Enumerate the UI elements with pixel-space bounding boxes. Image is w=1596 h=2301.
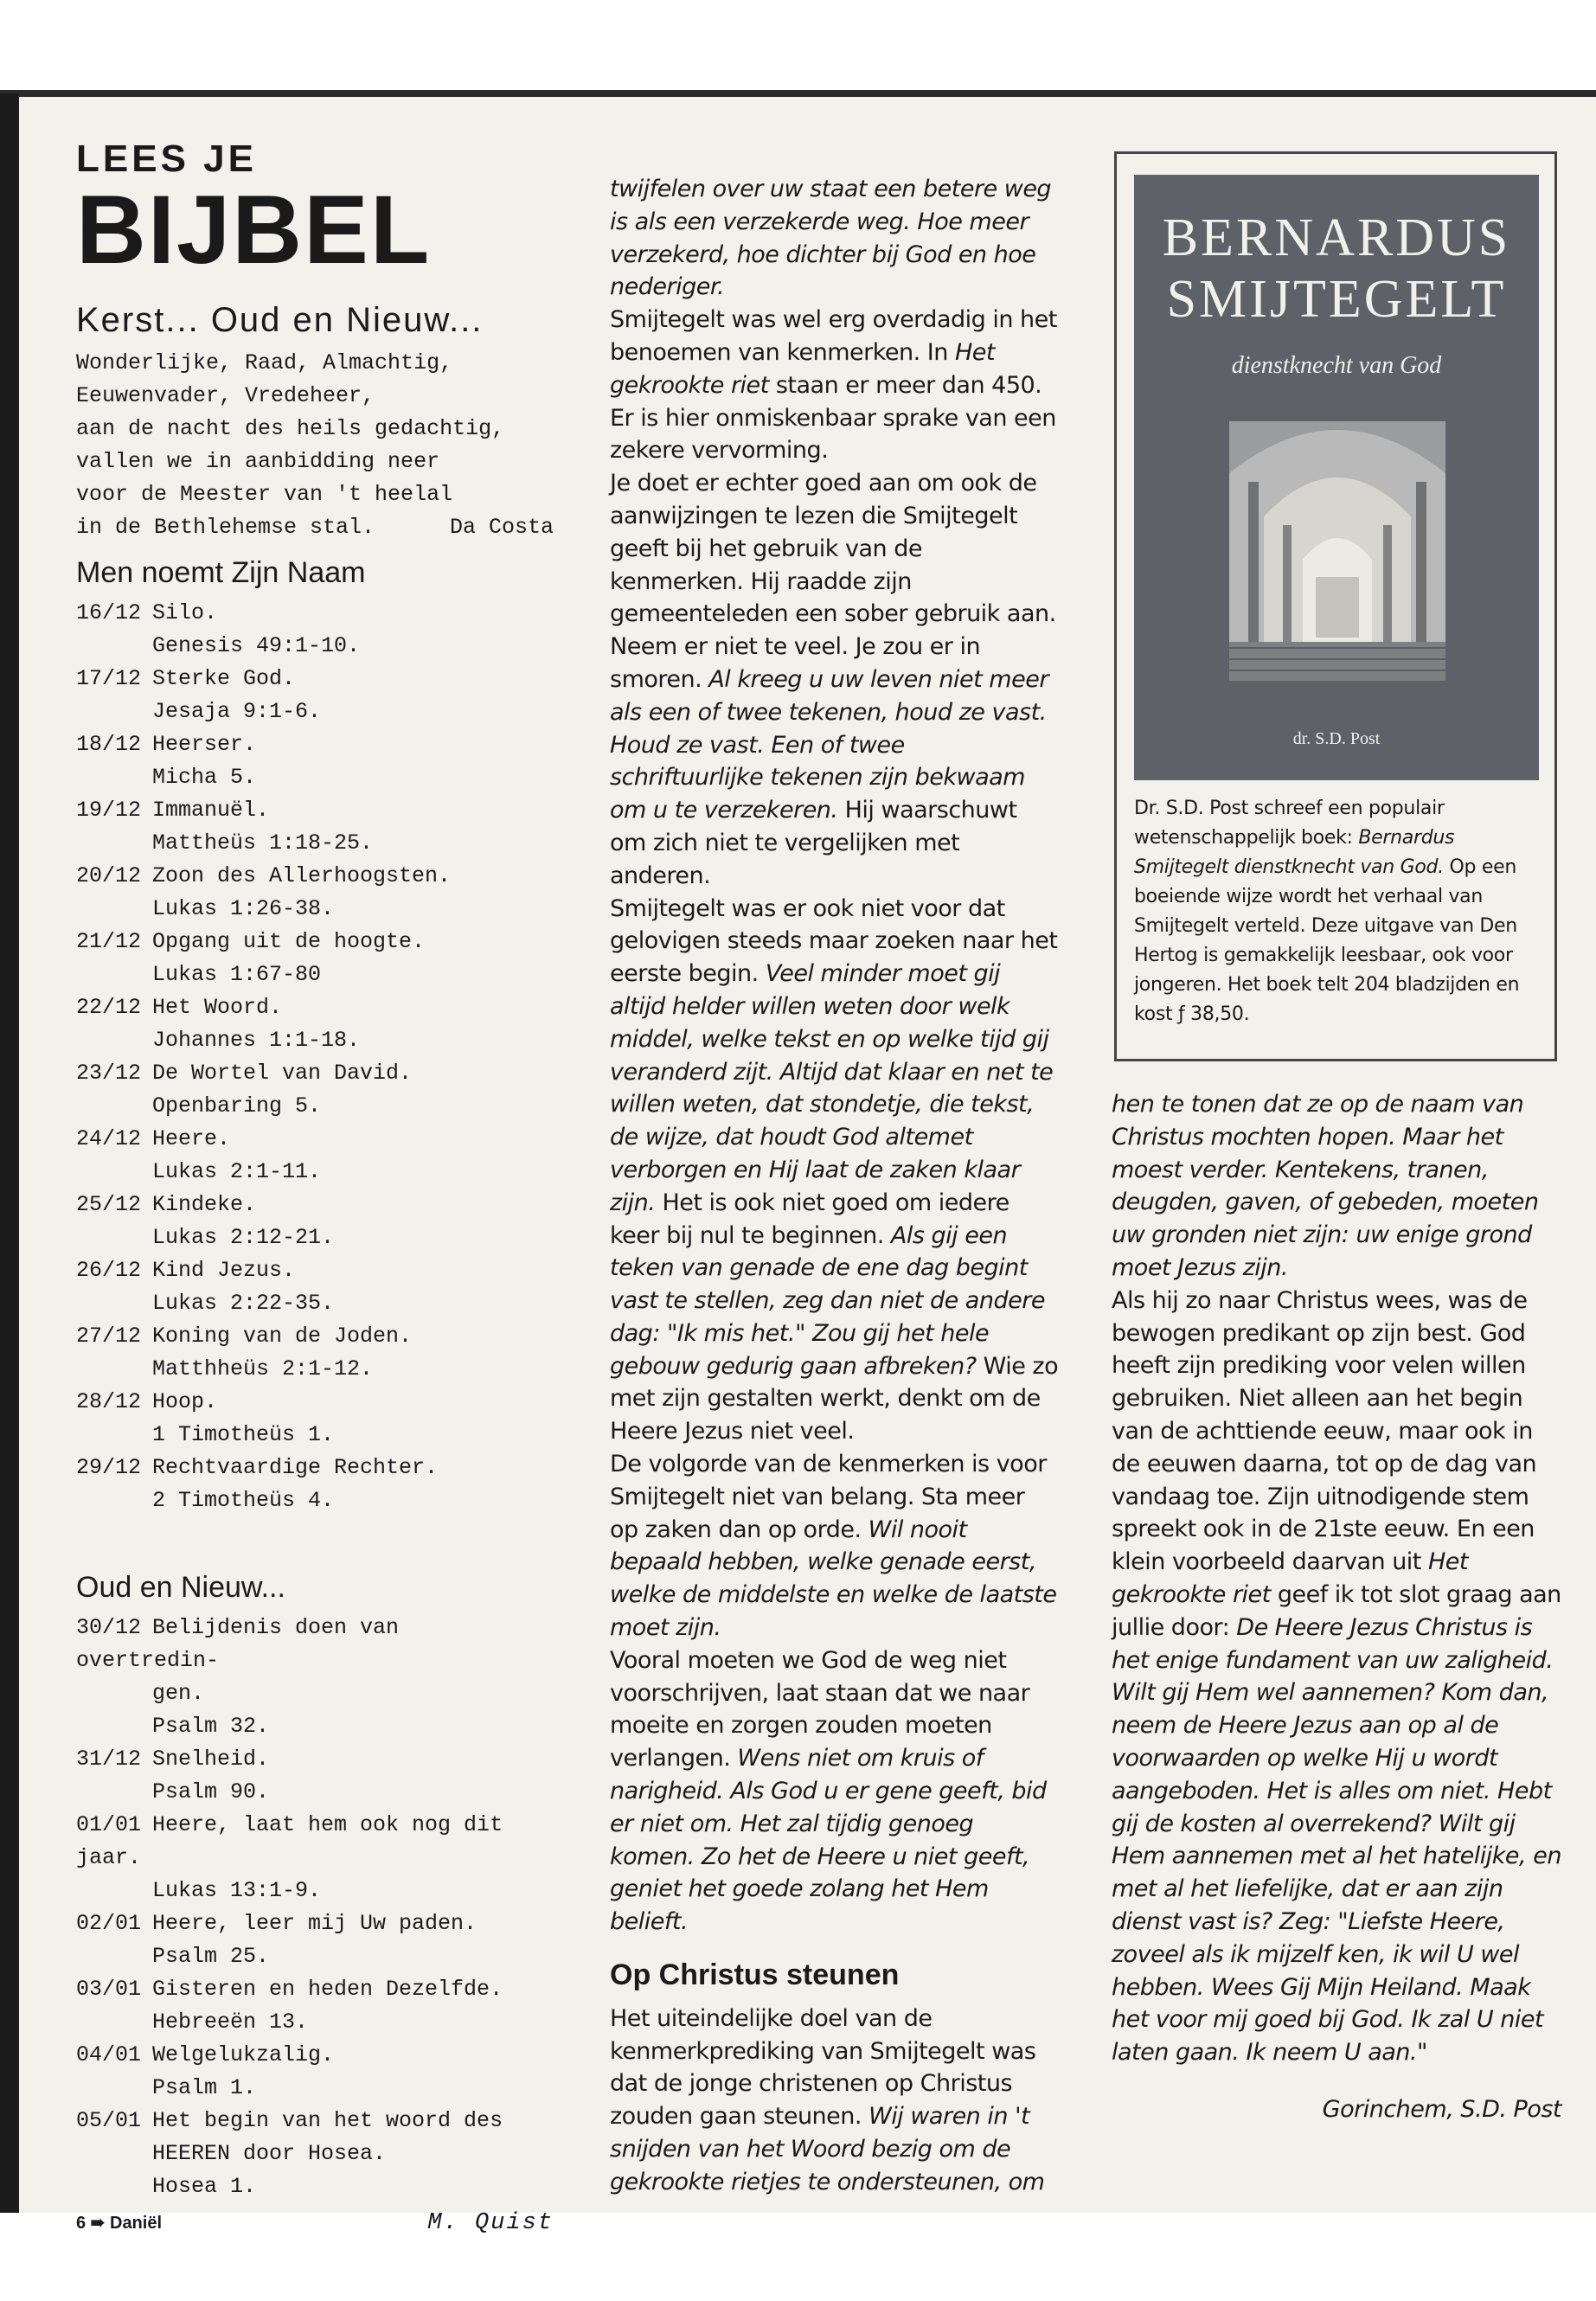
da-costa-poem xyxy=(76,347,554,544)
reading-title: Heerser. xyxy=(152,732,257,758)
text-run: Smijtegelt was er ook niet voor dat gelovigen steeds maar zoeken naar het eerste begin. xyxy=(610,894,1058,988)
poem-line: Eeuwenvader, Vredeheer, xyxy=(76,383,375,409)
article-column-2 xyxy=(610,173,1060,2199)
book-title-ref: Het gekrookte riet xyxy=(610,338,995,399)
italic-quote: Wil nooit bepaald hebben, welke genade eerst, welke de middelste en welke de laatste moet zijn. xyxy=(610,1516,1057,1642)
reading-ref: Psalm 1. xyxy=(152,2075,257,2101)
reading-item xyxy=(76,1743,554,1776)
reading-ref: Jesaja 9:1-6. xyxy=(152,699,322,725)
poem-line: voor de Meester van 't heelal xyxy=(76,482,453,508)
reading-title: Kindeke. xyxy=(152,1192,257,1218)
reading-date: 01/01 xyxy=(76,1812,142,1838)
church-interior-illustration xyxy=(1229,421,1445,681)
reading-title: Welgelukzalig. xyxy=(152,2042,335,2068)
reading-title: Het Woord. xyxy=(152,995,283,1021)
reading-ref: Lukas 1:67-80 xyxy=(152,962,322,988)
reading-item xyxy=(76,1123,554,1156)
reading-item xyxy=(76,663,554,695)
text-run: Hij waarschuwt om zich niet te vergelijken met anderen. xyxy=(610,797,1017,889)
bible-reading-column xyxy=(76,138,554,2236)
paragraph xyxy=(610,2003,1060,2199)
poem-line: aan de nacht des heils gedachtig, xyxy=(76,416,505,442)
reading-item xyxy=(76,1057,554,1090)
kerst-heading: Kerst... Oud en Nieuw... xyxy=(76,301,484,340)
reading-item xyxy=(76,1973,554,2006)
reading-title: Belijdenis doen van overtredin- xyxy=(76,1615,400,1674)
reading-item xyxy=(76,1809,554,1875)
book-box xyxy=(1114,151,1557,1061)
poem-line: in de Bethlehemse stal. xyxy=(76,515,375,541)
italic-quote: twijfelen over uw staat een betere weg is als een verzekerde weg. Hoe meer verzekerd, hoe dichter bij God en hoe nederiger. xyxy=(610,176,1052,301)
reading-ref: Johannes 1:1-18. xyxy=(152,1028,361,1054)
reading-ref: Lukas 2:22-35. xyxy=(152,1291,335,1317)
column-author: M. Quist xyxy=(427,2210,554,2237)
italic-quote: De Heere Jezus Christus is het enige fundament van uw zaligheid. Wilt gij Hem wel aannemen? Kom dan, neem de Heere Jezus aan op al de voorwaarden op welke Hij u wordt aangeboden. Het is alles om niet. Hebt gij de kosten al overrekend? Wilt gij Hem aannemen met al het hatelijke, en met al het liefelijke, dat er aan zijn dienst vast is? Zeg: "Liefste Heere, zoveel als ik mijzelf ken, ik wil U wel hebben. Wees Gij Mijn Heiland. Maak het voor mij goed bij God. Ik zal U niet laten gaan. Ik neem U aan." xyxy=(1112,1613,1561,2067)
italic-quote: Al kreeg u uw leven niet meer als een of twee tekenen, houd ze vast. Houd ze vast. Een of twee schriftuurlijke tekenen zijn bekwaam om u te verzekeren. xyxy=(610,665,1048,824)
text-run: Op een boeiende wijze wordt het verhaal van Smijtegelt verteld. Deze uitgave van Den Hertog is gemakkelijk leesbaar, ook voor jongeren. Het boek telt 204 bladzijden en kost ƒ 38,50. xyxy=(1134,856,1520,1025)
reading-date: 19/12 xyxy=(76,798,142,824)
spacer xyxy=(76,1517,554,1559)
italic-quote: Wij waren in 't snijden van het Woord bezig om de gekrookte rietjes te ondersteunen, om xyxy=(610,2103,1045,2195)
reading-ref: Hosea 1. xyxy=(152,2174,257,2200)
reading-ref: Lukas 13:1-9. xyxy=(152,1878,322,1904)
reading-date: 18/12 xyxy=(76,732,142,758)
reading-title: Sterke God. xyxy=(152,666,296,692)
reading-ref: Matthheüs 2:1-12. xyxy=(152,1356,374,1382)
reading-title: Kind Jezus. xyxy=(152,1258,296,1284)
text-run: geef ik tot slot graag aan jullie door: xyxy=(1112,1580,1561,1641)
book-subtitle: dienstknecht van God xyxy=(1231,351,1442,379)
reading-date: 29/12 xyxy=(76,1455,142,1481)
page-footer xyxy=(76,2210,554,2236)
reading-date: 03/01 xyxy=(76,1977,142,2003)
text-run: Het is ook niet goed om iedere keer bij nul te beginnen. xyxy=(610,1189,1010,1249)
reading-date: 27/12 xyxy=(76,1324,142,1349)
reading-title: Opgang uit de hoogte. xyxy=(152,929,426,955)
reading-title: Het begin van het woord des xyxy=(152,2108,503,2134)
reading-title: Rechtvaardige Rechter. xyxy=(152,1455,439,1481)
text-run: Je doet er echter goed aan om ook de aanwijzingen te lezen die Smijtegelt geeft bij het gebruik van de kenmerken. Hij raadde zijn gemeenteleden een sober gebruik aan. Neem er niet te veel. Je zou er in smoren. xyxy=(610,470,1056,693)
reading-item xyxy=(76,1386,554,1419)
reading-title: Immanuël. xyxy=(152,798,270,824)
reading-item xyxy=(76,1254,554,1287)
poem-line: Wonderlijke, Raad, Almachtig, xyxy=(76,350,453,376)
reading-item xyxy=(76,926,554,958)
text-run: staan er meer dan 450. Er is hier onmiskenbaar sprake van een zekere vervorming. xyxy=(610,371,1056,465)
section-heading-men-noemt: Men noemt Zijn Naam xyxy=(76,556,366,590)
reading-ref: Psalm 32. xyxy=(152,1714,270,1740)
reading-title: Gisteren en heden Dezelfde. xyxy=(152,1977,503,2003)
reading-date: 16/12 xyxy=(76,600,142,626)
reading-date: 02/01 xyxy=(76,1911,142,1937)
reading-date: 24/12 xyxy=(76,1126,142,1152)
reading-title: Silo. xyxy=(152,600,218,626)
reading-item xyxy=(76,1612,554,1677)
text-run: Vooral moeten we God de weg niet voorschrijven, laat staan dat we naar moeite en zorgen zouden moeten verlangen. xyxy=(610,1646,1030,1772)
bijbel-title: BIJBEL xyxy=(76,176,432,285)
section-heading-oud-en-nieuw: Oud en Nieuw... xyxy=(76,1571,285,1605)
reading-title: Heere, laat hem ook nog dit jaar. xyxy=(76,1812,503,1871)
reading-title: Zoon des Allerhoogsten. xyxy=(152,863,452,889)
poem-last-row xyxy=(76,511,554,544)
paragraph xyxy=(610,1448,1060,1644)
reading-date: 28/12 xyxy=(76,1389,142,1415)
article-signoff: Gorinchem, S.D. Post xyxy=(1322,2095,1561,2123)
book-title-line-1: BERNARDUS xyxy=(1162,208,1511,267)
reading-item xyxy=(76,991,554,1024)
reading-item xyxy=(76,1320,554,1353)
reading-item xyxy=(76,860,554,893)
reading-ref: Hebreeën 13. xyxy=(152,2009,309,2035)
page-number: 6 ➠ Daniël xyxy=(76,2214,163,2234)
subheading-op-christus-steunen: Op Christus steunen xyxy=(610,1958,900,1992)
paragraph xyxy=(1112,1088,1561,1285)
page-top-edge xyxy=(0,90,1596,97)
paragraph xyxy=(610,173,1060,304)
reading-title: De Wortel van David. xyxy=(152,1061,413,1086)
reading-ref: 2 Timotheüs 4. xyxy=(152,1488,335,1514)
reading-title: Heere. xyxy=(152,1126,231,1152)
text-run: Het uiteindelijke doel van de kenmerkprediking van Smijtegelt was dat de jonge christenen op Christus zouden gaan steunen. xyxy=(610,2004,1036,2131)
reading-item xyxy=(76,1189,554,1221)
reading-item xyxy=(76,1452,554,1484)
reading-list-2 xyxy=(76,1612,554,2203)
paragraph xyxy=(610,893,1060,1449)
book-title-line-2: SMIJTEGELT xyxy=(1166,270,1507,330)
text-run: Wie zo met zijn gestalten werkt, denkt om de Heere Jezus niet veel. xyxy=(610,1352,1059,1445)
paragraph xyxy=(1112,1285,1561,2069)
book-cover xyxy=(1134,175,1539,780)
reading-list-1 xyxy=(76,597,554,1517)
italic-quote: Als gij een teken van genade de ene dag begint vast te stellen, zeg dan niet de andere dag: "Ik mis het." Zou gij het hele gebouw gedurig gaan afbreken? xyxy=(610,1221,1045,1380)
reading-title: Snelheid. xyxy=(152,1747,270,1772)
italic-quote: Veel minder moet gij altijd helder willen weten door welk middel, welke tekst en op welke tijd gij veranderd zijt. Altijd dat klaar en net te willen weten, dat stondetje, die tekst, de wijze, dat houdt God altemet verborgen en Hij laat de zaken klaar zijn. xyxy=(610,960,1054,1216)
reading-item xyxy=(76,728,554,761)
text-run: Dr. S.D. Post schreef een populair wetenschappelijk boek: xyxy=(1134,798,1445,849)
book-caption xyxy=(1134,794,1537,1029)
reading-ref: Genesis 49:1-10. xyxy=(152,633,361,659)
reading-date: 22/12 xyxy=(76,995,142,1021)
text-run: Smijtegelt was wel erg overdadig in het benoemen van kenmerken. In xyxy=(610,306,1057,366)
reading-ref: Lukas 2:12-21. xyxy=(152,1225,335,1251)
reading-ref: Micha 5. xyxy=(152,765,257,791)
reading-title: Heere, leer mij Uw paden. xyxy=(152,1911,478,1937)
reading-date: 26/12 xyxy=(76,1258,142,1284)
reading-ref: Psalm 90. xyxy=(152,1779,270,1805)
italic-quote: hen te tonen dat ze op de naam van Christus mochten hopen. Maar het moest verder. Kentekens, tranen, deugden, gaven, of gebeden, moeten uw gronden niet zijn: uw enige grond moet Jezus zijn. xyxy=(1112,1091,1539,1281)
book-author: dr. S.D. Post xyxy=(1292,729,1381,748)
reading-ref: Psalm 25. xyxy=(152,1944,270,1970)
reading-ref: 1 Timotheüs 1. xyxy=(152,1422,335,1448)
lees-je-title: LEES JE xyxy=(76,138,257,180)
reading-date: 23/12 xyxy=(76,1061,142,1086)
reading-ref: Lukas 2:1-11. xyxy=(152,1159,322,1185)
reading-date: 21/12 xyxy=(76,929,142,955)
reading-ref: Openbaring 5. xyxy=(152,1093,322,1119)
reading-date: 04/01 xyxy=(76,2042,142,2068)
reading-title-cont: gen. xyxy=(152,1681,205,1707)
reading-ref: Lukas 1:26-38. xyxy=(152,896,335,922)
reading-item xyxy=(76,794,554,827)
paragraph xyxy=(610,304,1060,467)
text-run: De volgorde van de kenmerken is voor Smijtegelt niet van belang. Sta meer op zaken dan op orde. xyxy=(610,1451,1047,1543)
reading-date: 17/12 xyxy=(76,666,142,692)
reading-ref: Mattheüs 1:18-25. xyxy=(152,830,374,856)
paragraph xyxy=(610,467,1060,892)
poem-line: vallen we in aanbidding neer xyxy=(76,449,440,475)
book-title-ref: Bernardus Smijtegelt dienstknecht van God. xyxy=(1134,827,1455,878)
text-run: Als hij zo naar Christus wees, was de bewogen predikant op zijn best. God heeft zijn prediking voor velen willen gebruiken. Niet alleen aan het begin van de achttiende eeuw, maar ook in de eeuwen daarna, tot op de dag van vandaag toe. Zijn uitnodigende stem spreekt ook in de 21ste eeuw. En een klein voorbeeld daarvan uit xyxy=(1112,1286,1537,1576)
reading-title-cont: HEEREN door Hosea. xyxy=(152,2141,387,2167)
reading-item xyxy=(76,1907,554,1940)
reading-date: 31/12 xyxy=(76,1747,142,1772)
reading-title: Koning van de Joden. xyxy=(152,1324,413,1349)
reading-date: 20/12 xyxy=(76,863,142,889)
poem-attribution: Da Costa xyxy=(449,515,554,541)
book-title-ref: Het gekrookte riet xyxy=(1112,1548,1468,1608)
article-column-3 xyxy=(1112,1088,1561,2126)
reading-item xyxy=(76,597,554,630)
paragraph xyxy=(610,1644,1060,1939)
italic-quote: Wens niet om kruis of narigheid. Als God u er gene geeft, bid er niet om. Het zal tijdig genoeg komen. Zo het de Heere u niet geeft, geniet het goede zolang het Hem belieft. xyxy=(610,1745,1047,1936)
reading-item xyxy=(76,2039,554,2072)
reading-date: 30/12 xyxy=(76,1615,142,1641)
page-left-edge xyxy=(0,93,19,2213)
reading-date: 25/12 xyxy=(76,1192,142,1218)
reading-item xyxy=(76,2105,554,2138)
reading-title: Hoop. xyxy=(152,1389,218,1415)
reading-date: 05/01 xyxy=(76,2108,142,2134)
